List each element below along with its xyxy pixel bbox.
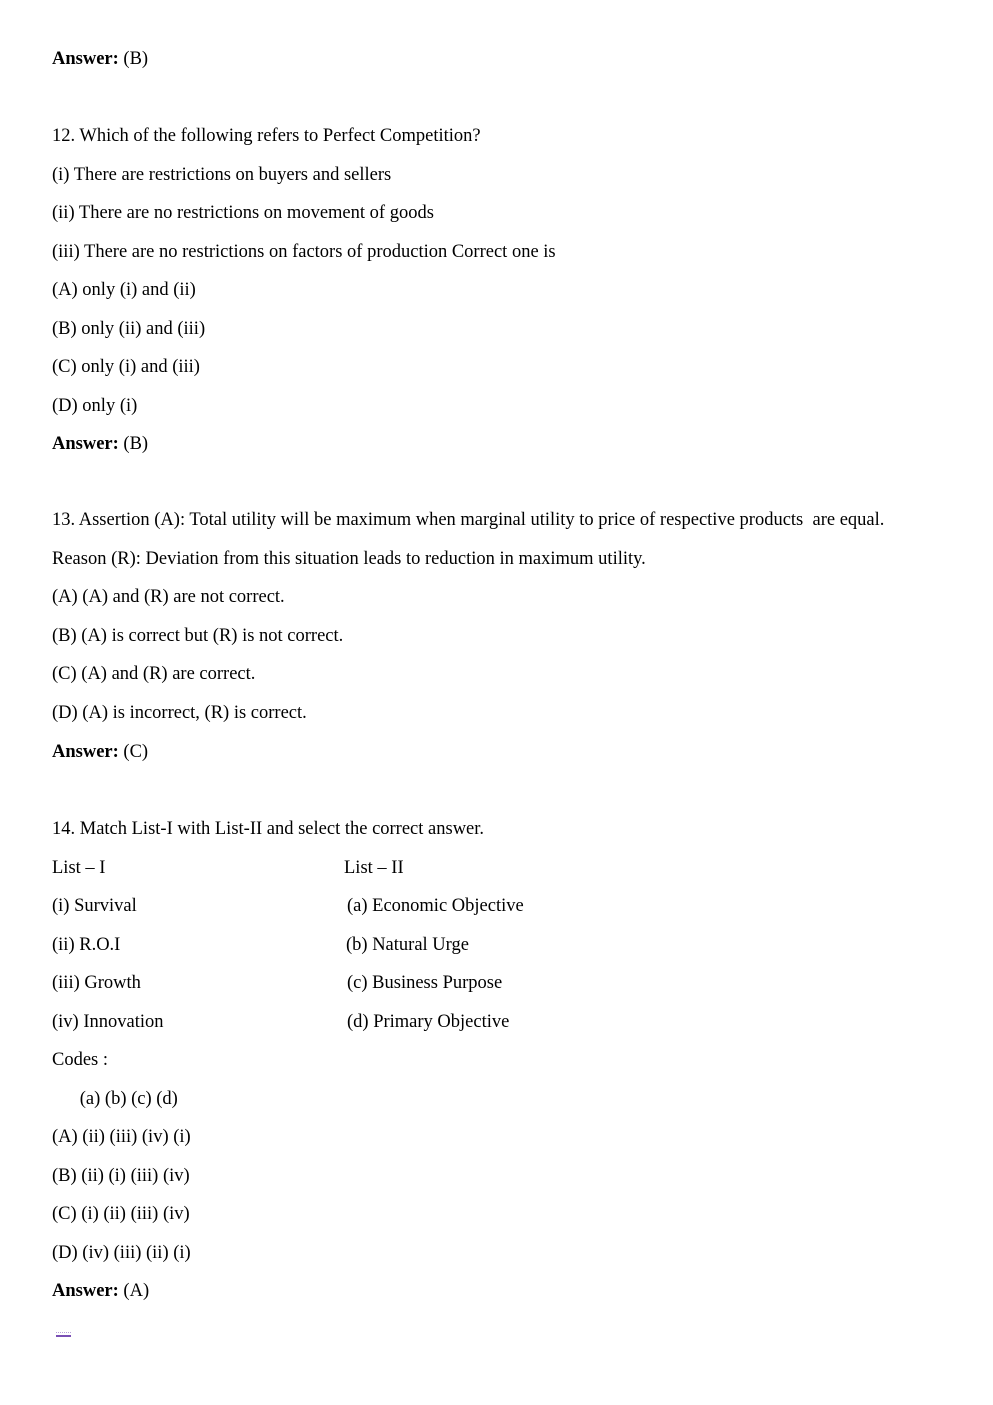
answer-value: (B) — [118, 49, 149, 69]
list-ii-item: (a) Economic Objective — [347, 896, 524, 916]
question-stem: 12. Which of the following refers to Perfect Competition? — [52, 126, 481, 146]
code-line: Codes : — [52, 1050, 109, 1070]
list-ii-item: (d) Primary Objective — [347, 1011, 510, 1032]
option-line: Reason (R): Deviation from this situation leads to reduction in maximum utility. — [52, 548, 646, 569]
code-line: (B) (ii) (i) (iii) (iv) — [52, 1165, 190, 1186]
code-line: (D) (iv) (iii) (ii) (i) — [52, 1242, 191, 1263]
option-line: (B) (A) is correct but (R) is not correct. — [52, 625, 344, 646]
option-line: (C) only (i) and (iii) — [52, 357, 200, 377]
answer-line — [52, 48, 148, 70]
option-line: (ii) There are no restrictions on movement of goods — [52, 203, 434, 223]
option-line: (B) only (ii) and (iii) — [52, 318, 206, 339]
option-line: (D) (A) is incorrect, (R) is correct. — [52, 702, 307, 723]
code-line: (a) (b) (c) (d) — [52, 1088, 178, 1109]
answer-label: Answer: — [52, 49, 119, 69]
option-line: (D) only (i) — [52, 395, 138, 416]
list-i-item: List – I — [52, 857, 106, 878]
answer-value: (C) — [118, 742, 149, 762]
comment-marker — [56, 1335, 71, 1337]
question-stem: 13. Assertion (A): Total utility will be maximum when marginal utility to price of respective products are equal. — [52, 510, 885, 530]
option-line: (i) There are restrictions on buyers and sellers — [52, 164, 392, 185]
answer-label: Answer: — [52, 434, 119, 454]
option-line: (C) (A) and (R) are correct. — [52, 664, 256, 684]
option-line: (A) (A) and (R) are not correct. — [52, 587, 285, 607]
answer-label: Answer: — [52, 742, 119, 762]
answer-value: (B) — [118, 434, 149, 454]
list-ii-item: (c) Business Purpose — [347, 973, 503, 993]
answer-value: (A) — [118, 1281, 150, 1301]
question-stem: 14. Match List-I with List-II and select the correct answer. — [52, 819, 485, 839]
list-ii-item: (b) Natural Urge — [346, 934, 469, 955]
list-i-item: (ii) R.O.I — [52, 934, 121, 955]
list-ii-item: List – II — [344, 857, 404, 878]
option-line: (iii) There are no restrictions on factors of production Correct one is — [52, 241, 556, 262]
code-line: (A) (ii) (iii) (iv) (i) — [52, 1127, 191, 1147]
list-i-item: (iv) Innovation — [52, 1011, 164, 1032]
code-line: (C) (i) (ii) (iii) (iv) — [52, 1204, 190, 1224]
list-i-item: (iii) Growth — [52, 973, 141, 993]
answer-line — [52, 433, 148, 455]
list-i-item: (i) Survival — [52, 896, 137, 916]
answer-line — [52, 741, 148, 763]
answer-label: Answer: — [52, 1281, 119, 1301]
answer-line — [52, 1280, 149, 1302]
option-line: (A) only (i) and (ii) — [52, 280, 196, 300]
